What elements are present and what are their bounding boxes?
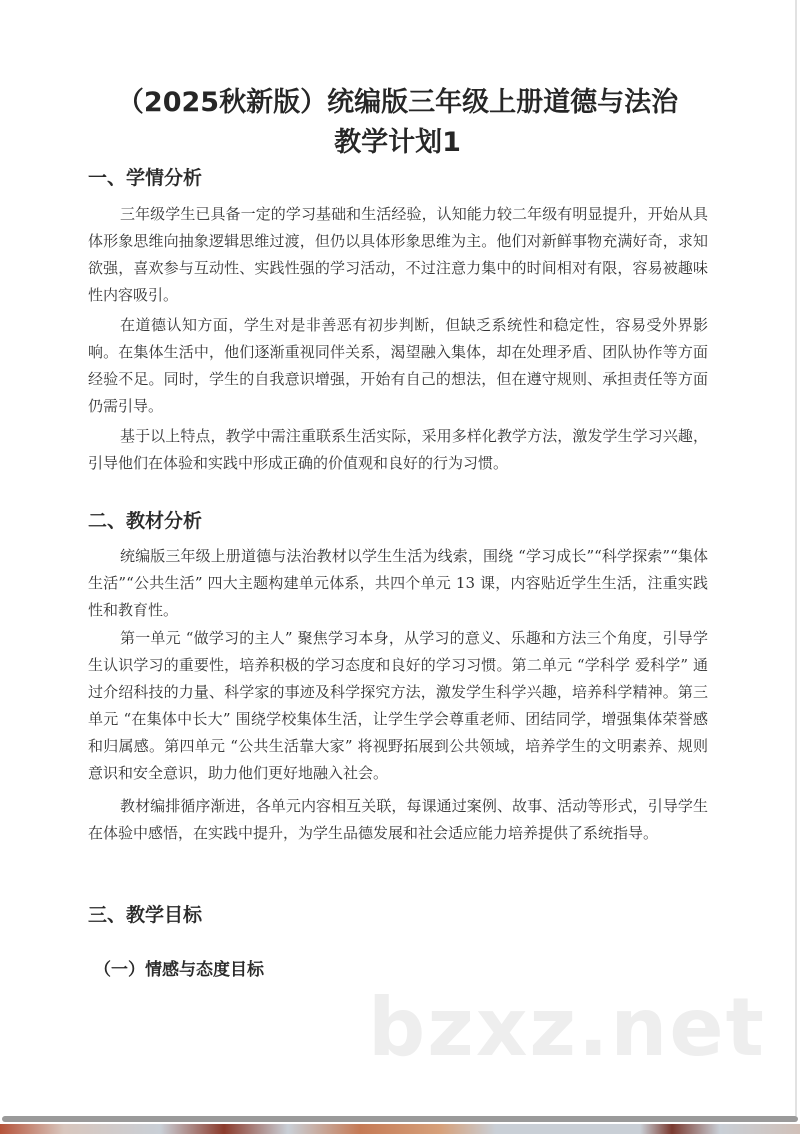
paragraph: 统编版三年级上册道德与法治教材以学生生活为线索，围绕 “学习成长”“科学探索”“集体生活”“公共生活” 四大主题构建单元体系，共四个单元 13 课，内容贴近学生生活，注重实践性和教育性。 bbox=[88, 547, 708, 619]
horizontal-scrollbar-thumb[interactable] bbox=[2, 1116, 798, 1122]
paragraph: 教材编排循序渐进，各单元内容相互关联，每课通过案例、故事、活动等形式，引导学生在体验中感悟，在实践中提升，为学生品德发展和社会适应能力培养提供了系统指导。 bbox=[88, 797, 708, 842]
section-heading-student-analysis: 一、学情分析 bbox=[88, 167, 203, 189]
section-heading-teaching-goals: 三、教学目标 bbox=[88, 904, 203, 926]
watermark: bzxz.net bbox=[368, 981, 766, 1074]
document-title-line-2: 教学计划1 bbox=[334, 127, 461, 158]
next-page-preview bbox=[0, 1124, 800, 1134]
paragraph: 基于以上特点，教学中需注重联系生活实际，采用多样化教学方法，激发学生学习兴趣，引导他们在体验和实践中形成正确的价值观和良好的行为习惯。 bbox=[88, 427, 708, 472]
paragraph: 在道德认知方面，学生对是非善恶有初步判断，但缺乏系统性和稳定性，容易受外界影响。在集体生活中，他们逐渐重视同伴关系，渴望融入集体，却在处理矛盾、团队协作等方面经验不足。同时，学生的自我意识增强，开始有自己的想法，但在遵守规则、承担责任等方面仍需引导。 bbox=[88, 316, 708, 415]
horizontal-scrollbar[interactable] bbox=[0, 1116, 800, 1124]
subheading-emotion-attitude-goals: （一）情感与态度目标 bbox=[94, 960, 264, 980]
document-title-line-1: （2025秋新版）统编版三年级上册道德与法治 bbox=[116, 87, 679, 118]
section-heading-textbook-analysis: 二、教材分析 bbox=[88, 510, 203, 532]
paragraph: 第一单元 “做学习的主人” 聚焦学习本身，从学习的意义、乐趣和方法三个角度，引导学生认识学习的重要性，培养积极的学习态度和良好的学习习惯。第二单元 “学科学 爱科学” 通过介绍科技的力量、科学家的事迹及科学探究方法，激发学生科学兴趣，培养科学精神。第三单元 “在集体中长大” 围绕学校集体生活，让学生学会尊重老师、团结同学，增强集体荣誉感和归属感。第四单元 “公共生活靠大家” 将视野拓展到公共领域，培养学生的文明素养、规则意识和安全意识，助力他们更好地融入社会。 bbox=[88, 629, 708, 782]
paragraph: 三年级学生已具备一定的学习基础和生活经验，认知能力较二年级有明显提升，开始从具体形象思维向抽象逻辑思维过渡，但仍以具体形象思维为主。他们对新鲜事物充满好奇，求知欲强，喜欢参与互动性、实践性强的学习活动，不过注意力集中的时间相对有限，容易被趣味性内容吸引。 bbox=[88, 205, 708, 304]
